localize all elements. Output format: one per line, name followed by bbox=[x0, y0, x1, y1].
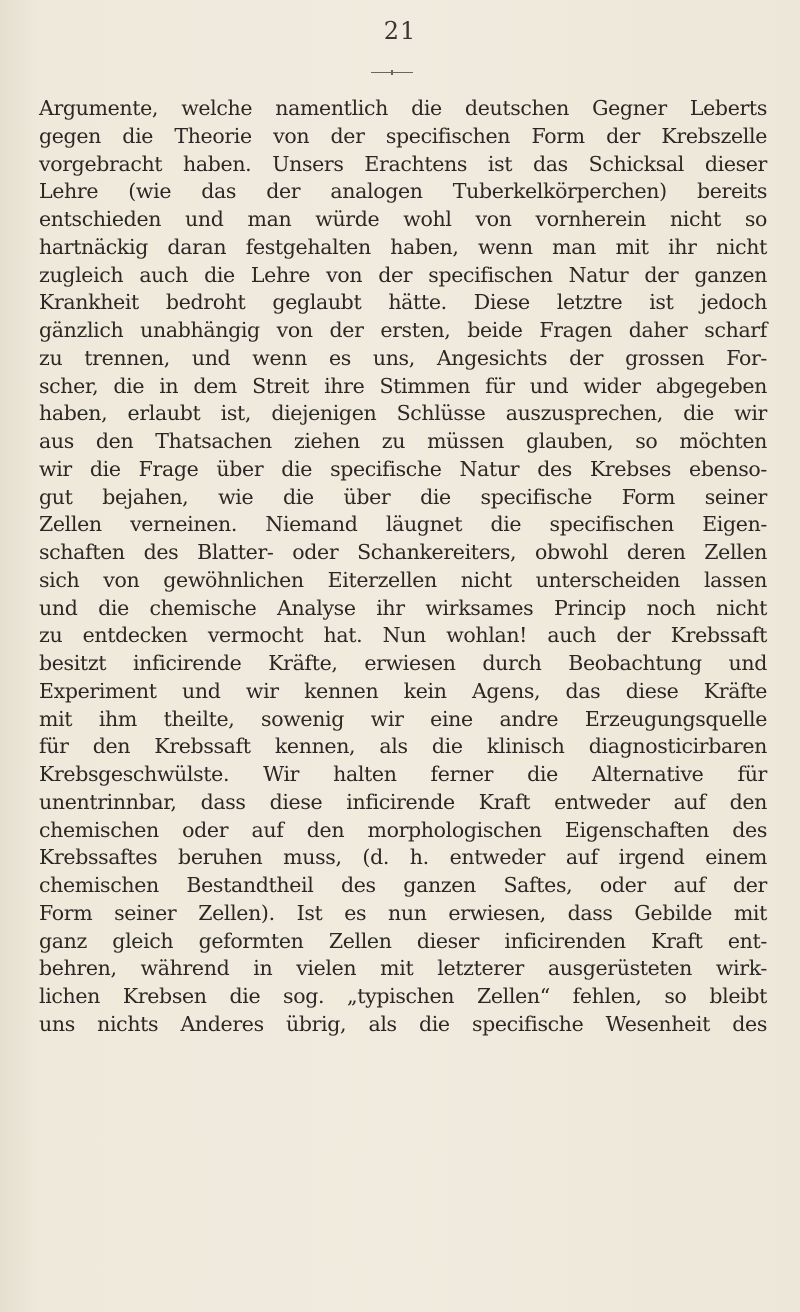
text-line: vorgebracht haben. Unsers Erachtens ist das Schicksal dieser bbox=[39, 151, 767, 176]
text-line: chemischen Bestandtheil des ganzen Saftes, oder auf der bbox=[39, 873, 767, 897]
text-line: hartnäckig daran festgehalten haben, wenn man mit ihr nicht bbox=[39, 234, 767, 259]
text-line: Krebsgeschwülste. Wir halten ferner die Alternative für bbox=[39, 762, 767, 786]
text-line: gegen die Theorie von der specifischen Form der Krebszelle bbox=[39, 123, 767, 148]
text-line: Krankheit bedroht geglaubt hätte. Diese letztre ist jedoch bbox=[39, 290, 767, 315]
text-line: schaften des Blatter- oder Schankereiters, obwohl deren Zellen bbox=[39, 540, 767, 564]
page-number: 21 bbox=[383, 17, 417, 45]
text-line: entschieden und man würde wohl von vornherein nicht so bbox=[39, 207, 767, 231]
text-line: haben, erlaubt ist, diejenigen Schlüsse auszusprechen, die wir bbox=[39, 401, 767, 426]
body-text bbox=[39, 95, 767, 1039]
text-line: Lehre (wie das der analogen Tuberkelkörperchen) bereits bbox=[39, 179, 767, 204]
text-line: besitzt inficirende Kräfte, erwiesen durch Beobachtung und bbox=[39, 651, 767, 675]
text-line: mit ihm theilte, sowenig wir eine andre Erzeugungsquelle bbox=[39, 706, 767, 731]
text-line: und die chemische Analyse ihr wirksames Princip noch nicht bbox=[39, 595, 767, 620]
text-line: unentrinnbar, dass diese inficirende Kraft entweder auf den bbox=[39, 789, 767, 814]
text-line: Krebssaftes beruhen muss, (d. h. entweder auf irgend einem bbox=[39, 845, 767, 870]
text-line: für den Krebssaft kennen, als die klinisch diagnosticirbaren bbox=[39, 734, 767, 759]
text-line: Zellen verneinen. Niemand läugnet die specifischen Eigen- bbox=[39, 512, 767, 537]
text-line: Form seiner Zellen). Ist es nun erwiesen, dass Gebilde mit bbox=[39, 900, 767, 925]
text-line: Argumente, welche namentlich die deutschen Gegner Leberts bbox=[39, 96, 767, 120]
text-line: chemischen oder auf den morphologischen Eigenschaften des bbox=[39, 817, 767, 842]
text-line: wir die Frage über die specifische Natur des Krebses ebenso- bbox=[39, 456, 767, 481]
text-line: gut bejahen, wie die über die specifische Form seiner bbox=[39, 484, 767, 509]
text-line: zugleich auch die Lehre von der specifischen Natur der ganzen bbox=[39, 262, 767, 287]
text-line: lichen Krebsen die sog. „typischen Zellen“ fehlen, so bleibt bbox=[39, 984, 767, 1008]
text-line: zu trennen, und wenn es uns, Angesichts der grossen For- bbox=[39, 345, 767, 370]
text-line: behren, während in vielen mit letzterer ausgerüsteten wirk- bbox=[39, 956, 767, 981]
text-line: zu entdecken vermocht hat. Nun wohlan! auch der Krebssaft bbox=[39, 623, 767, 648]
text-line: uns nichts Anderes übrig, als die specifische Wesenheit des bbox=[39, 1011, 767, 1036]
text-line: Experiment und wir kennen kein Agens, das diese Kräfte bbox=[39, 678, 767, 703]
text-line: gänzlich unabhängig von der ersten, beide Fragen daher scharf bbox=[39, 318, 767, 342]
text-line: scher, die in dem Streit ihre Stimmen für und wider abgegeben bbox=[39, 373, 767, 398]
text-line: aus den Thatsachen ziehen zu müssen glauben, so möchten bbox=[39, 429, 767, 453]
header-ornament bbox=[371, 72, 413, 73]
text-line: ganz gleich geformten Zellen dieser inficirenden Kraft ent- bbox=[39, 928, 767, 953]
text-line: sich von gewöhnlichen Eiterzellen nicht unterscheiden lassen bbox=[39, 567, 767, 592]
